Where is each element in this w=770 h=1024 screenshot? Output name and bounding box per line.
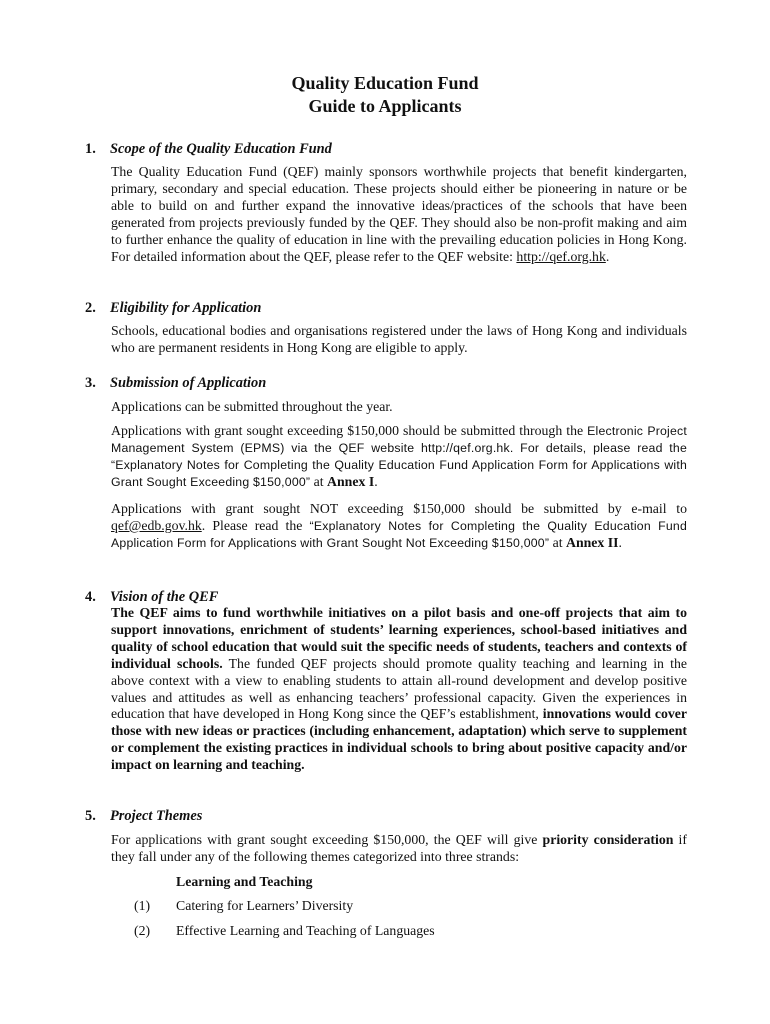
bold-text: priority consideration	[542, 832, 674, 847]
annex-reference: Annex II	[565, 534, 619, 550]
section-heading-4	[85, 588, 218, 606]
document-title: Quality Education Fund	[291, 73, 479, 93]
annex-reference: Annex I	[327, 473, 375, 489]
section-heading-2	[85, 299, 261, 317]
section-3-paragraph-2	[111, 423, 687, 491]
punctuation: .	[374, 473, 378, 489]
section-title: Scope of the Quality Education Fund	[110, 141, 332, 157]
email-link[interactable]: qef@edb.gov.hk	[111, 517, 202, 533]
paragraph-text: . Please read the	[201, 517, 310, 533]
qef-website-link[interactable]: http://qef.org.hk	[516, 248, 606, 264]
paragraph-text: if they fall under any of the following themes categorized into three strands:	[111, 832, 687, 864]
strand-heading: Learning and Teaching	[176, 874, 313, 889]
section-heading-3	[85, 374, 266, 392]
section-2-paragraph: Schools, educational bodies and organisations registered under the laws of Hong Kong and individuals who are permanent residents in Hong Kong are eligible to apply.	[111, 323, 687, 355]
paragraph-text: The Quality Education Fund (QEF) mainly sponsors worthwhile projects that benefit kindergarten, primary, secondary and special education. These projects should either be pioneering in nature or be able to build on and further expand the innovative ideas/practices of the schools that have been generated from projects previously funded by the QEF. They should also be non-profit making and aim to further enhance the quality of education in line with the prevailing education policies in Hong Kong. For detailed information about the QEF, please refer to the QEF website:	[111, 164, 687, 264]
bold-text: The QEF aims to fund worthwhile initiatives on a pilot basis and one-off projects that aim to support innovations, enrichment of students’ learning experiences, school-based initiatives and quality of school education that would suit the specific needs of students, teachers and contexts of individual schools.	[111, 605, 687, 671]
list-item-number: (2)	[134, 923, 151, 938]
section-title: Submission of Application	[110, 375, 267, 391]
section-number: 3.	[85, 375, 96, 391]
paragraph-text: at	[549, 534, 566, 550]
section-number: 2.	[85, 300, 96, 316]
bold-text: innovations would cover those with new ideas or practices (including enhancement, adaptation) which serve to supplement or complement the existing practices in individual schools to bring about positive capacity and/or impact on learning and teaching.	[111, 706, 687, 773]
section-1-paragraph	[111, 164, 687, 265]
section-number: 4.	[85, 589, 96, 605]
section-heading-5	[85, 807, 202, 825]
paragraph-text: Applications with grant sought exceeding $150,000 should be submitted through the	[111, 423, 588, 438]
paragraph-text: Applications with grant sought NOT exceeding $150,000 should be submitted by e-mail to	[111, 501, 687, 516]
paragraph-text-sans: Electronic Project Management System (EPMS) via the QEF website http://qef.org.hk. For details, please read the “Explanatory Notes for Completing the Quality Education Fund Application Form for Applications with Grant Sought Exceeding $150,000”	[111, 424, 687, 489]
section-title: Project Themes	[110, 808, 203, 824]
paragraph-text: at	[310, 473, 328, 489]
paragraph-text: For applications with grant sought exceeding $150,000, the QEF will give	[111, 832, 543, 847]
punctuation: .	[618, 534, 622, 550]
list-item	[134, 897, 353, 914]
section-3-paragraph-1: Applications can be submitted throughout the year.	[111, 399, 393, 414]
section-4-paragraph	[111, 605, 687, 774]
paragraph-text-sans: “Explanatory Notes for Completing the Quality Education Fund Application Form for Applications with Grant Sought Not Exceeding $150,000”	[111, 518, 687, 550]
section-number: 1.	[85, 141, 96, 157]
list-item-label: Effective Learning and Teaching of Languages	[176, 923, 435, 938]
document-subtitle: Guide to Applicants	[308, 96, 462, 116]
section-3-paragraph-3	[111, 501, 687, 552]
section-number: 5.	[85, 808, 96, 824]
paragraph-text: The funded QEF projects should promote quality teaching and learning in the above context with a view to enabling students to attain all-round development and develop positive values and attitudes as well as enhancing teachers’ professional capacity. Given the experiences in education that have developed in Hong Kong since the QEF’s establishment,	[111, 655, 687, 722]
list-item-number: (1)	[134, 898, 151, 913]
section-5-paragraph	[111, 832, 687, 866]
list-item	[134, 922, 435, 939]
section-heading-1	[85, 140, 332, 158]
section-title: Eligibility for Application	[110, 300, 262, 316]
punctuation: .	[605, 248, 610, 264]
list-item-label: Catering for Learners’ Diversity	[176, 898, 354, 913]
section-title: Vision of the QEF	[110, 589, 219, 605]
